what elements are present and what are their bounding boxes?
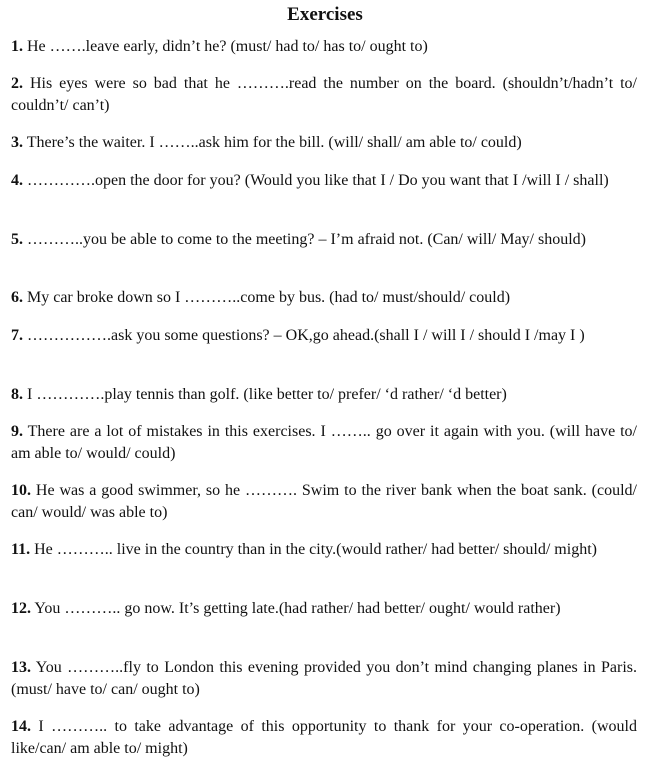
exercise-item-8 bbox=[11, 384, 637, 406]
exercise-text: My car broke down so I ………..come by bus. (had to/ must/should/ could) bbox=[23, 289, 511, 306]
exercise-number: 2. bbox=[11, 75, 23, 92]
exercise-number: 1. bbox=[11, 38, 23, 55]
exercise-item-10 bbox=[11, 480, 637, 524]
exercise-number: 7. bbox=[11, 327, 23, 344]
exercise-item-13 bbox=[11, 657, 637, 701]
exercise-text: You ……….. go now. It’s getting late.(had rather/ had better/ ought/ would rather) bbox=[31, 600, 561, 617]
exercise-item-14 bbox=[11, 716, 637, 760]
exercise-item-5 bbox=[11, 229, 637, 251]
exercise-item-12 bbox=[11, 598, 637, 620]
page-title: Exercises bbox=[287, 4, 363, 25]
exercise-item-1 bbox=[11, 36, 637, 58]
exercise-text: He ……….. live in the country than in the city.(would rather/ had better/ should/ might) bbox=[30, 541, 597, 558]
exercise-item-11 bbox=[11, 539, 637, 561]
exercise-text: ………….open the door for you? (Would you like that I / Do you want that I /will I / shall) bbox=[23, 172, 609, 189]
exercise-text: ………..you be able to come to the meeting? – I’m afraid not. (Can/ will/ May/ should) bbox=[23, 231, 586, 248]
exercise-item-4 bbox=[11, 170, 637, 192]
exercise-text: There’s the waiter. I ……..ask him for the bill. (will/ shall/ am able to/ could) bbox=[23, 134, 522, 151]
exercise-number: 10. bbox=[11, 482, 31, 499]
exercise-item-6 bbox=[11, 287, 637, 309]
exercise-number: 12. bbox=[11, 600, 31, 617]
exercise-item-9 bbox=[11, 421, 637, 465]
exercise-text: You ………..fly to London this evening provided you don’t mind changing planes in Paris.(must/ have to/ can/ ought to) bbox=[11, 659, 637, 698]
exercise-number: 6. bbox=[11, 289, 23, 306]
exercise-text: There are a lot of mistakes in this exercises. I …….. go over it again with you. (will have to/ am able to/ would/ could) bbox=[11, 423, 637, 462]
exercise-text: …………….ask you some questions? – OK,go ahead.(shall I / will I / should I /may I ) bbox=[23, 327, 585, 344]
exercise-number: 8. bbox=[11, 386, 23, 403]
exercise-number: 3. bbox=[11, 134, 23, 151]
exercise-text: I ………….play tennis than golf. (like better to/ prefer/ ‘d rather/ ‘d better) bbox=[23, 386, 507, 403]
exercise-item-7 bbox=[11, 325, 637, 347]
exercise-number: 11. bbox=[11, 541, 31, 558]
exercise-text: He was a good swimmer, so he ………. Swim to the river bank when the boat sank. (could/ can/ would/ was able to) bbox=[11, 482, 637, 521]
exercise-text: He …….leave early, didn’t he? (must/ had to/ has to/ ought to) bbox=[23, 38, 428, 55]
exercise-item-2 bbox=[11, 73, 637, 117]
exercise-text: I ……….. to take advantage of this opportunity to thank for your co-operation. (would like/can/ am able to/ might) bbox=[11, 718, 637, 757]
exercise-number: 14. bbox=[11, 718, 31, 735]
exercise-text: His eyes were so bad that he ……….read the number on the board. (shouldn’t/hadn’t to/ couldn’t/ can’t) bbox=[11, 75, 637, 114]
exercise-number: 5. bbox=[11, 231, 23, 248]
exercise-number: 4. bbox=[11, 172, 23, 189]
exercise-number: 9. bbox=[11, 423, 23, 440]
exercise-item-3 bbox=[11, 132, 637, 154]
exercise-number: 13. bbox=[11, 659, 31, 676]
